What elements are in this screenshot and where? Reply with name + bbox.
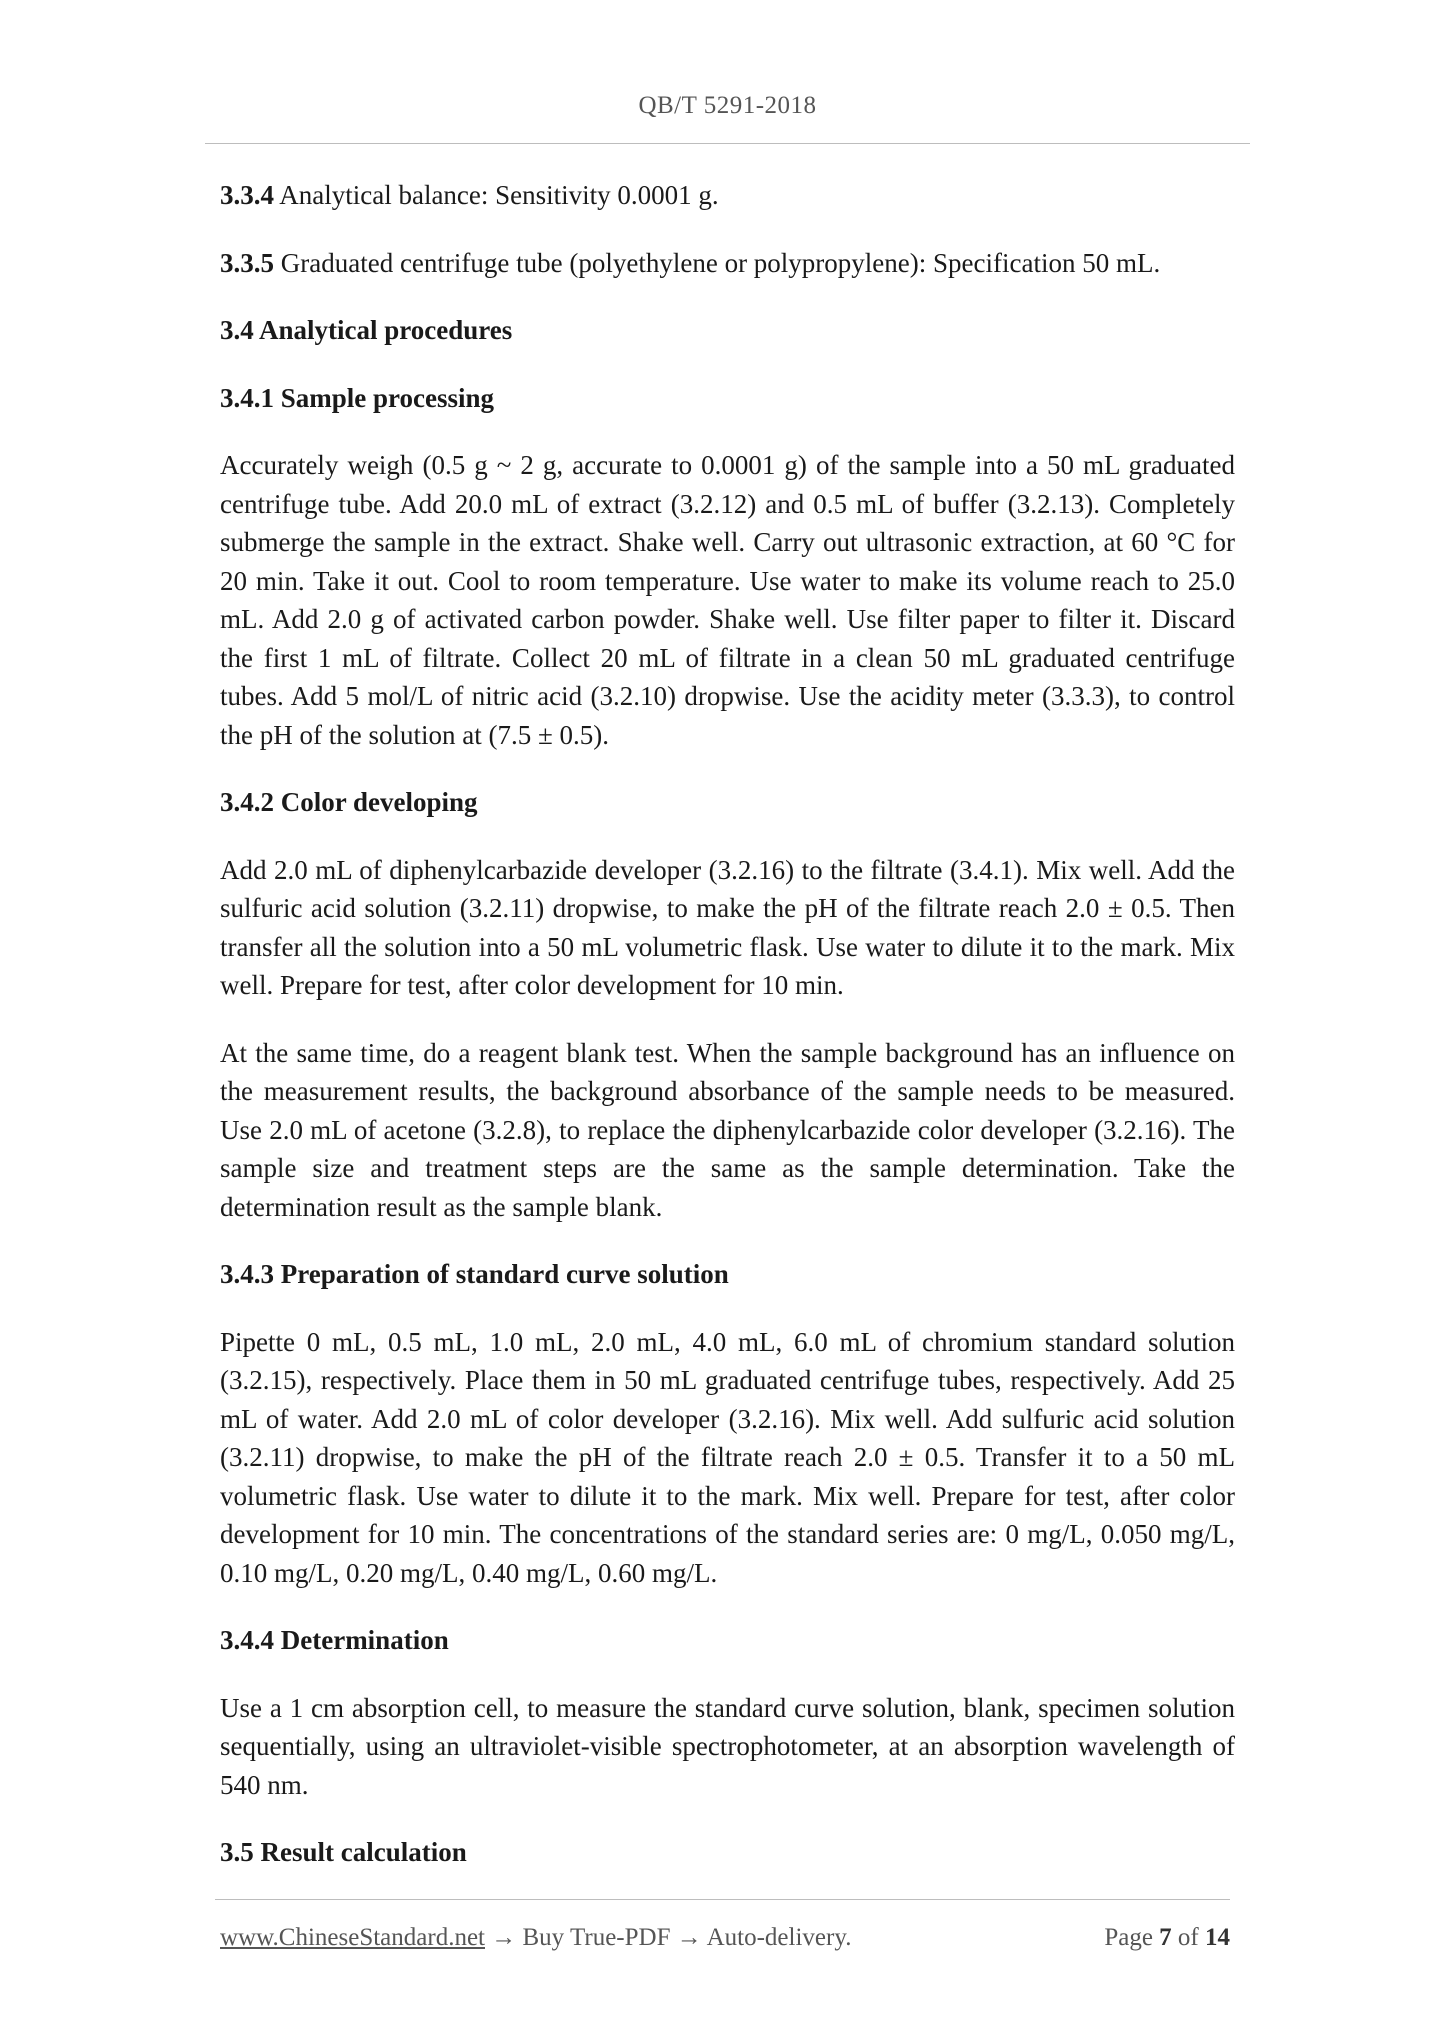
arrow-right-icon: → [676,1924,702,1951]
page-total: 14 [1205,1924,1230,1951]
clause-number: 3.3.4 [220,180,274,210]
footer-divider [215,1899,1230,1900]
page-number [1104,1924,1230,1952]
page-header-title: QB/T 5291-2018 [638,92,817,119]
footer-promo [220,1924,851,1952]
paragraph-3-4-4: Use a 1 cm absorption cell, to measure the standard curve solution, blank, specimen solution sequentially, using an ultraviolet-visible spectrophotometer, at an absorption wavelength of 540 nm. [220,1692,1235,1800]
heading-3-4: 3.4 Analytical procedures [220,315,513,345]
page-label: Page [1104,1924,1160,1951]
header-divider [205,143,1250,144]
page-of-label: of [1171,1924,1205,1951]
clause-number: 3.3.5 [220,247,274,278]
paragraph-3-4-1: Accurately weigh (0.5 g ~ 2 g, accurate to 0.0001 g) of the sample into a 50 mL graduated centrifuge tube. Add 20.0 mL of extract (3.2.12) and 0.5 mL of buffer (3.2.13). Completely submerge the sample in the extract. Shake well. Carry out ultrasonic extraction, at 60 °C for 20 min. Take it out. Cool to room temperature. Use water to make its volume reach to 25.0 mL. Add 2.0 g of activated carbon powder. Shake well. Use filter paper to filter it. Discard the first 1 mL of filtrate. Collect 20 mL of filtrate in a clean 50 mL graduated centrifuge tubes. Add 5 mol/L of nitric acid (3.2.10) dropwise. Use the acidity meter (3.3.3), to control the pH of the solution at (7.5 ± 0.5). [220,450,1235,750]
heading-3-4-4: 3.4.4 Determination [220,1625,449,1655]
clause-3-3-5 [220,244,1235,283]
buy-true-pdf-text: Buy True-PDF [516,1924,677,1951]
clause-text: Analytical balance: Sensitivity 0.0001 g. [274,180,719,210]
auto-delivery-text: Auto-delivery. [701,1924,852,1951]
arrow-right-icon: → [491,1924,517,1951]
paragraph-3-4-3: Pipette 0 mL, 0.5 mL, 1.0 mL, 2.0 mL, 4.0 mL, 6.0 mL of chromium standard solution (3.2.15), respectively. Place them in 50 mL graduated centrifuge tubes, respectively. Add 25 mL of water. Add 2.0 mL of color developer (3.2.16). Mix well. Add sulfuric acid solution (3.2.11) dropwise, to make the pH of the filtrate reach 2.0 ± 0.5. Transfer it to a 50 mL volumetric flask. Use water to dilute it to the mark. Mix well. Prepare for test, after color development for 10 min. The concentrations of the standard series are: 0 mg/L, 0.050 mg/L, 0.10 mg/L, 0.20 mg/L, 0.40 mg/L, 0.60 mg/L. [220,1326,1235,1588]
heading-3-4-3: 3.4.3 Preparation of standard curve solution [220,1259,729,1289]
heading-3-4-1: 3.4.1 Sample processing [220,382,495,413]
clause-text: Graduated centrifuge tube (polyethylene or polypropylene): Specification 50 mL. [274,247,1161,278]
chinesestandard-link[interactable]: www.ChineseStandard.net [220,1924,485,1951]
heading-3-5: 3.5 Result calculation [220,1837,467,1867]
document-body [220,176,1235,1901]
page-current: 7 [1159,1924,1172,1951]
clause-3-3-4 [220,176,1235,215]
paragraph-3-4-2-a: Add 2.0 mL of diphenylcarbazide developer (3.2.16) to the filtrate (3.4.1). Mix well. Add the sulfuric acid solution (3.2.11) dropwise, to make the pH of the filtrate reach 2.0 ± 0.5. Then transfer all the solution into a 50 mL volumetric flask. Use water to dilute it to the mark. Mix well. Prepare for test, after color development for 10 min. [220,854,1235,1000]
heading-3-4-2: 3.4.2 Color developing [220,787,478,817]
paragraph-3-4-2-b: At the same time, do a reagent blank test. When the sample background has an influence on the measurement results, the background absorbance of the sample needs to be measured. Use 2.0 mL of acetone (3.2.8), to replace the diphenylcarbazide color developer (3.2.16). The sample size and treatment steps are the same as the sample determination. Take the determination result as the sample blank. [220,1037,1235,1222]
